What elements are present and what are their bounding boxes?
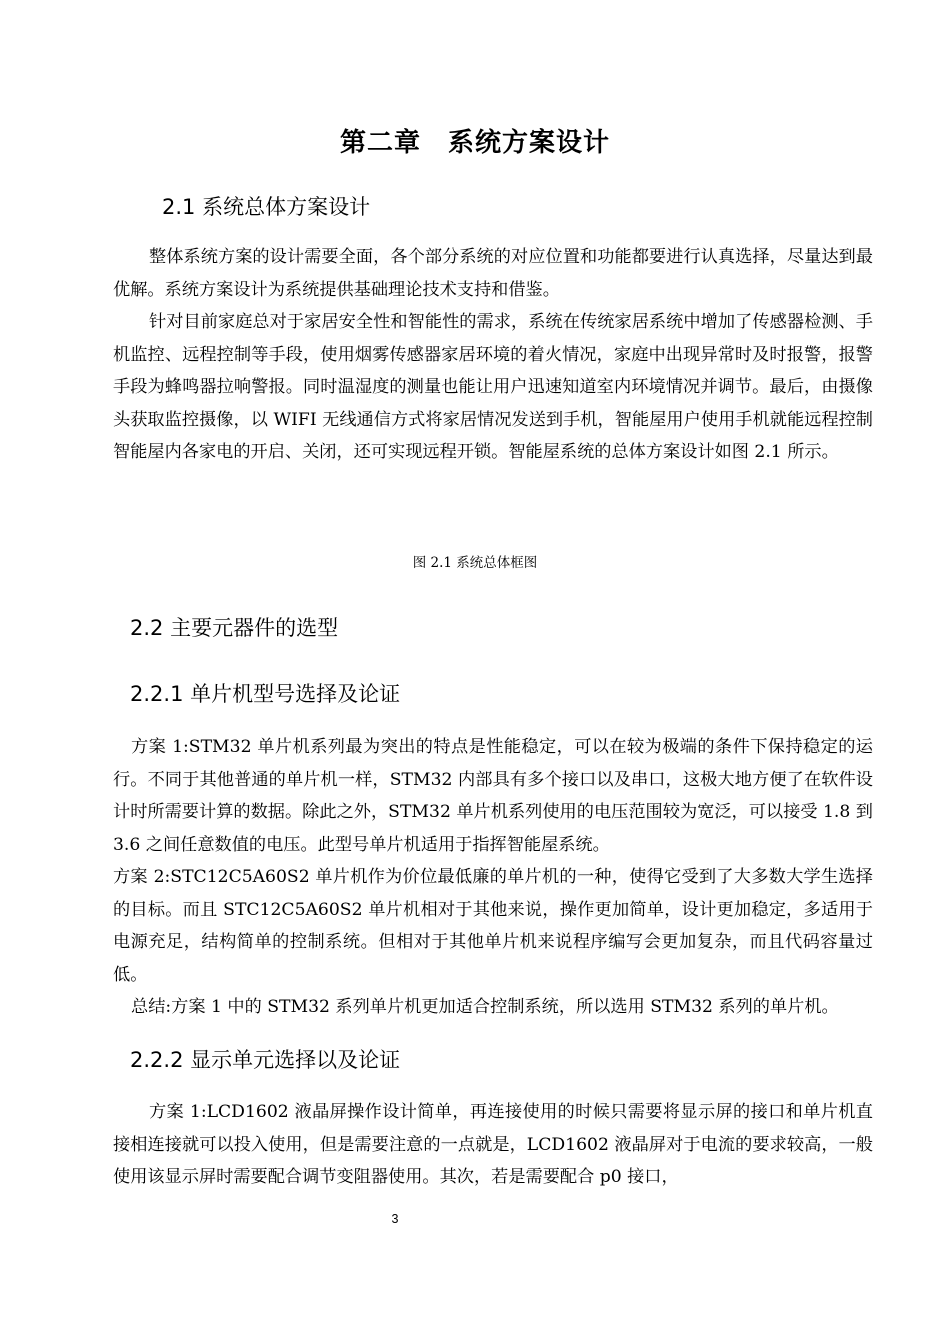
section-2-2-2-heading: 2.2.2 显示单元选择以及论证 (130, 1048, 401, 1072)
section-2-1-paragraph-2: 针对目前家庭总对于家居安全性和智能性的需求，系统在传统家居系统中增加了传感器检测、手机监控、远程控制等手段，使用烟雾传感器家居环境的着火情况，家庭中出现异常时及时报警，报警手段为蜂鸣器拉响警报。同时温湿度的测量也能让用户迅速知道室内环境情况并调节。最后，由摄像头获取监控摄像，以 WIFI 无线通信方式将家居情况发送到手机，智能屋用户使用手机就能远程控制智能屋内各家电的开启、关闭，还可实现远程开锁。智能屋系统的总体方案设计如图 2.1 所示。 (113, 312, 873, 462)
section-2-2-heading: 2.2 主要元器件的选型 (130, 616, 339, 640)
section-2-2-2-paragraph-1: 方案 1:LCD1602 液晶屏操作设计简单，再连接使用的时候只需要将显示屏的接口和单片机直接相连接就可以投入使用，但是需要注意的一点就是，LCD1602 液晶屏对于电流的要求较高，一般使用该显示屏时需要配合调节变阻器使用。其次，若是需要配合 p0 接口， (113, 1102, 873, 1187)
section-2-2-1-summary: 总结:方案 1 中的 STM32 系列单片机更加适合控制系统，所以选用 STM32 系列的单片机。 (131, 997, 839, 1017)
section-2-1-paragraph-1: 整体系统方案的设计需要全面，各个部分系统的对应位置和功能都要进行认真选择，尽量达到最优解。系统方案设计为系统提供基础理论技术支持和借鉴。 (113, 247, 873, 300)
chapter-title: 第二章 系统方案设计 (339, 128, 610, 158)
section-2-1-heading: 2.1 系统总体方案设计 (162, 195, 371, 219)
figure-caption: 图 2.1 系统总体框图 (412, 555, 538, 571)
section-2-2-1-paragraph-2: 方案 2:STC12C5A60S2 单片机作为价位最低廉的单片机的一种，使得它受到了大多数大学生选择的目标。而且 STC12C5A60S2 单片机相对于其他来说，操作更加简单，设计更加稳定，多适用于电源充足，结构简单的控制系统。但相对于其他单片机来说程序编写会更加复杂，而且代码容量过低。 (113, 867, 873, 985)
page-number: 3 (391, 1212, 399, 1226)
section-2-2-1-paragraph-1: 方案 1:STM32 单片机系列最为突出的特点是性能稳定，可以在较为极端的条件下保持稳定的运行。不同于其他普通的单片机一样，STM32 内部具有多个接口以及串口，这极大地方便了在软件设计时所需要计算的数据。除此之外，STM32 单片机系列使用的电压范围较为宽泛，可以接受 1.8 到 3.6 之间任意数值的电压。此型号单片机适用于指挥智能屋系统。 (113, 737, 873, 855)
section-2-2-1-heading: 2.2.1 单片机型号选择及论证 (130, 682, 401, 706)
